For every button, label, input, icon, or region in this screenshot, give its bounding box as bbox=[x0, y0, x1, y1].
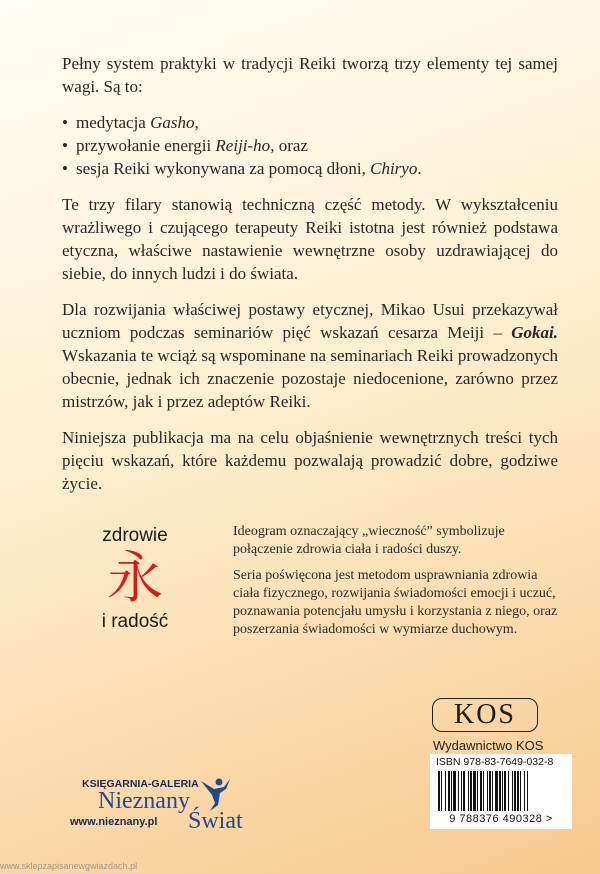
paragraph-gokai: Dla rozwijania właściwej postawy etycznej, Mikao Usui przekazywał uczniom podczas seminariów pięć wskazań cesarza Meiji – Gokai. Wskazania te wciąż są wspominane na seminariach Reiki prowadzonych obecnie, jednak ich znaczenie pozostaje niedocenione, zarówno przez mistrzów, jak i przez adeptów Reiki. bbox=[62, 300, 558, 411]
list-item: • sesja Reiki wykonywana za pomocą dłoni, Chiryo. bbox=[62, 157, 558, 180]
paragraph-purpose: Niniejsza publikacja ma na celu objaśnienie wewnętrznych treści tych pięciu wskazań, które każdemu pozwalają prowadzić dobre, godziwe życie. bbox=[62, 428, 558, 493]
bookstore-name-part1: Nieznany bbox=[98, 788, 190, 814]
list-item: • przywołanie energii Reiji-ho, oraz bbox=[62, 134, 558, 157]
series-logo-top-word: zdrowie bbox=[102, 525, 168, 546]
back-cover-text bbox=[62, 52, 558, 508]
series-description bbox=[233, 523, 563, 647]
bookstore-top-line: KSIĘGARNIA-GALERIA bbox=[82, 778, 199, 790]
publisher-name: Wydawnictwo KOS bbox=[433, 738, 544, 753]
bookstore-logo bbox=[70, 775, 243, 835]
isbn-number: ISBN 978-83-7649-032-8 bbox=[436, 756, 554, 768]
practice-elements-list bbox=[62, 111, 558, 180]
watermark: www.sklepzapisanewgwiazdach.pl bbox=[0, 861, 138, 871]
isbn-barcode bbox=[430, 754, 572, 829]
paragraph-intro: Pełny system praktyki w tradycji Reiki tworzą trzy elementy tej samej wagi. Są to: bbox=[62, 54, 558, 96]
series-description-purpose: Seria poświęcona jest metodom usprawniania zdrowia ciała fizycznego, rozwijania świadomości emocji i uczuć, poznawania potencjału umysłu i korzystania z niego, oraz poszerzania świadomości w wymiarze duchowym. bbox=[233, 568, 558, 637]
barcode-digits: 9 788376 490328 > bbox=[449, 813, 553, 825]
bookstore-name-part2: Świat bbox=[188, 808, 243, 834]
paragraph-pillars: Te trzy filary stanowią techniczną część metody. W wykształceniu wrażliwego i czującego terapeuty Reiki istotna jest również podstawa etyczna, właściwe nastawienie wewnętrzne osoby uzdrawiającej do siebie, do innych ludzi i do świata. bbox=[62, 195, 558, 283]
jumping-figure-icon bbox=[198, 777, 232, 813]
series-logo-bottom-word: i radość bbox=[101, 611, 169, 632]
barcode-icon bbox=[434, 771, 568, 813]
list-item: • medytacja Gasho, bbox=[62, 111, 558, 134]
bookstore-url: www.nieznany.pl bbox=[70, 816, 158, 828]
eternity-kanji-icon: 永 bbox=[107, 546, 163, 611]
publisher-logo: KOS bbox=[432, 698, 538, 732]
series-description-ideogram: Ideogram oznaczający „wieczność” symbolizuje połączenie zdrowia ciała i radości duszy. bbox=[233, 524, 505, 557]
series-logo bbox=[80, 525, 190, 633]
